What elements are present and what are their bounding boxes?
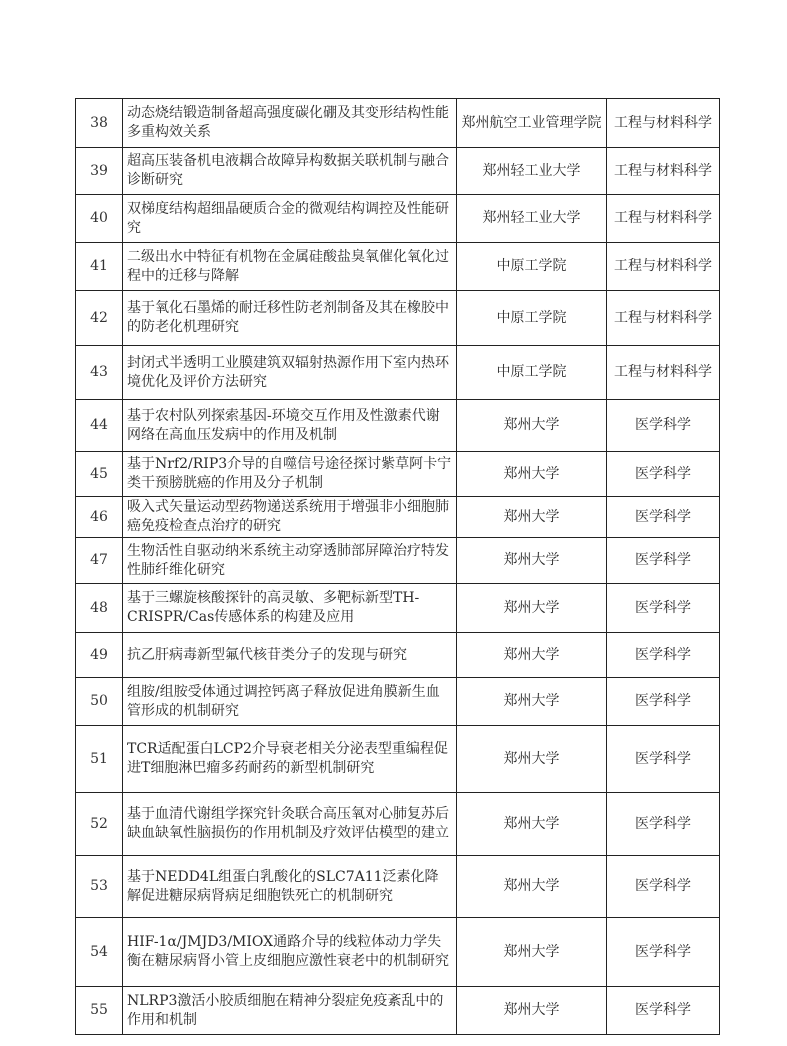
table-row xyxy=(76,538,720,584)
project-title: 超高压装备机电液耦合故障异构数据关联机制与融合诊断研究 xyxy=(123,148,457,195)
institution: 郑州大学 xyxy=(457,538,607,584)
row-number: 55 xyxy=(76,987,123,1035)
discipline: 工程与材料科学 xyxy=(607,346,720,400)
table-row xyxy=(76,918,720,987)
table-row xyxy=(76,243,720,291)
project-title: TCR适配蛋白LCP2介导衰老相关分泌表型重编程促进T细胞淋巴瘤多药耐药的新型机制研究 xyxy=(123,726,457,793)
institution: 郑州大学 xyxy=(457,856,607,918)
row-number: 42 xyxy=(76,291,123,346)
project-title: 双梯度结构超细晶硬质合金的微观结构调控及性能研究 xyxy=(123,195,457,243)
project-list-table xyxy=(75,98,720,1035)
row-number: 51 xyxy=(76,726,123,793)
project-title: 基于NEDD4L组蛋白乳酸化的SLC7A11泛素化降解促进糖尿病肾病足细胞铁死亡的机制研究 xyxy=(123,856,457,918)
project-title: 基于Nrf2/RIP3介导的自噬信号途径探讨紫草阿卡宁类干预膀胱癌的作用及分子机制 xyxy=(123,452,457,497)
row-number: 44 xyxy=(76,400,123,452)
row-number: 45 xyxy=(76,452,123,497)
institution: 郑州大学 xyxy=(457,497,607,538)
institution: 郑州大学 xyxy=(457,918,607,987)
table-row xyxy=(76,726,720,793)
row-number: 52 xyxy=(76,793,123,856)
discipline: 工程与材料科学 xyxy=(607,195,720,243)
institution: 郑州轻工业大学 xyxy=(457,195,607,243)
discipline: 医学科学 xyxy=(607,400,720,452)
table-row xyxy=(76,195,720,243)
institution: 郑州大学 xyxy=(457,452,607,497)
row-number: 54 xyxy=(76,918,123,987)
row-number: 49 xyxy=(76,633,123,678)
project-title: 基于三螺旋核酸探针的高灵敏、多靶标新型TH-CRISPR/Cas传感体系的构建及应用 xyxy=(123,584,457,633)
institution: 郑州大学 xyxy=(457,584,607,633)
project-title: 吸入式矢量运动型药物递送系统用于增强非小细胞肺癌免疫检查点治疗的研究 xyxy=(123,497,457,538)
table-row xyxy=(76,793,720,856)
row-number: 43 xyxy=(76,346,123,400)
row-number: 40 xyxy=(76,195,123,243)
institution: 郑州轻工业大学 xyxy=(457,148,607,195)
row-number: 47 xyxy=(76,538,123,584)
row-number: 38 xyxy=(76,99,123,148)
table-row xyxy=(76,584,720,633)
table-row xyxy=(76,99,720,148)
discipline: 工程与材料科学 xyxy=(607,99,720,148)
institution: 郑州大学 xyxy=(457,726,607,793)
project-title: 基于农村队列探索基因-环境交互作用及性激素代谢网络在高血压发病中的作用及机制 xyxy=(123,400,457,452)
project-title: 基于血清代谢组学探究针灸联合高压氧对心肺复苏后缺血缺氧性脑损伤的作用机制及疗效评估模型的建立 xyxy=(123,793,457,856)
institution: 中原工学院 xyxy=(457,243,607,291)
discipline: 医学科学 xyxy=(607,452,720,497)
table-row xyxy=(76,987,720,1035)
institution: 郑州大学 xyxy=(457,987,607,1035)
discipline: 工程与材料科学 xyxy=(607,291,720,346)
table-row xyxy=(76,346,720,400)
discipline: 医学科学 xyxy=(607,678,720,726)
row-number: 50 xyxy=(76,678,123,726)
row-number: 39 xyxy=(76,148,123,195)
institution: 郑州大学 xyxy=(457,793,607,856)
discipline: 工程与材料科学 xyxy=(607,148,720,195)
project-title: 封闭式半透明工业膜建筑双辐射热源作用下室内热环境优化及评价方法研究 xyxy=(123,346,457,400)
row-number: 53 xyxy=(76,856,123,918)
discipline: 医学科学 xyxy=(607,987,720,1035)
project-title: 生物活性自驱动纳米系统主动穿透肺部屏障治疗特发性肺纤维化研究 xyxy=(123,538,457,584)
discipline: 医学科学 xyxy=(607,538,720,584)
project-title: 抗乙肝病毒新型氟代核苷类分子的发现与研究 xyxy=(123,633,457,678)
institution: 郑州大学 xyxy=(457,633,607,678)
institution: 中原工学院 xyxy=(457,291,607,346)
discipline: 医学科学 xyxy=(607,793,720,856)
discipline: 医学科学 xyxy=(607,497,720,538)
institution: 郑州大学 xyxy=(457,678,607,726)
table-body xyxy=(76,99,720,1035)
discipline: 医学科学 xyxy=(607,633,720,678)
institution: 郑州航空工业管理学院 xyxy=(457,99,607,148)
row-number: 46 xyxy=(76,497,123,538)
project-title: NLRP3激活小胶质细胞在精神分裂症免疫紊乱中的作用和机制 xyxy=(123,987,457,1035)
project-title: 动态烧结锻造制备超高强度碳化硼及其变形结构性能多重构效关系 xyxy=(123,99,457,148)
table-row xyxy=(76,633,720,678)
discipline: 医学科学 xyxy=(607,856,720,918)
discipline: 医学科学 xyxy=(607,584,720,633)
table-row xyxy=(76,856,720,918)
table-row xyxy=(76,400,720,452)
project-title: HIF-1α/JMJD3/MIOX通路介导的线粒体动力学失衡在糖尿病肾小管上皮细胞应激性衰老中的机制研究 xyxy=(123,918,457,987)
project-title: 基于氧化石墨烯的耐迁移性防老剂制备及其在橡胶中的防老化机理研究 xyxy=(123,291,457,346)
table-row xyxy=(76,497,720,538)
discipline: 医学科学 xyxy=(607,726,720,793)
institution: 郑州大学 xyxy=(457,400,607,452)
discipline: 医学科学 xyxy=(607,918,720,987)
table-row xyxy=(76,291,720,346)
row-number: 48 xyxy=(76,584,123,633)
discipline: 工程与材料科学 xyxy=(607,243,720,291)
table-row xyxy=(76,148,720,195)
institution: 中原工学院 xyxy=(457,346,607,400)
table-row xyxy=(76,452,720,497)
row-number: 41 xyxy=(76,243,123,291)
table-row xyxy=(76,678,720,726)
project-title: 组胺/组胺受体通过调控钙离子释放促进角膜新生血管形成的机制研究 xyxy=(123,678,457,726)
project-title: 二级出水中特征有机物在金属硅酸盐臭氧催化氧化过程中的迁移与降解 xyxy=(123,243,457,291)
